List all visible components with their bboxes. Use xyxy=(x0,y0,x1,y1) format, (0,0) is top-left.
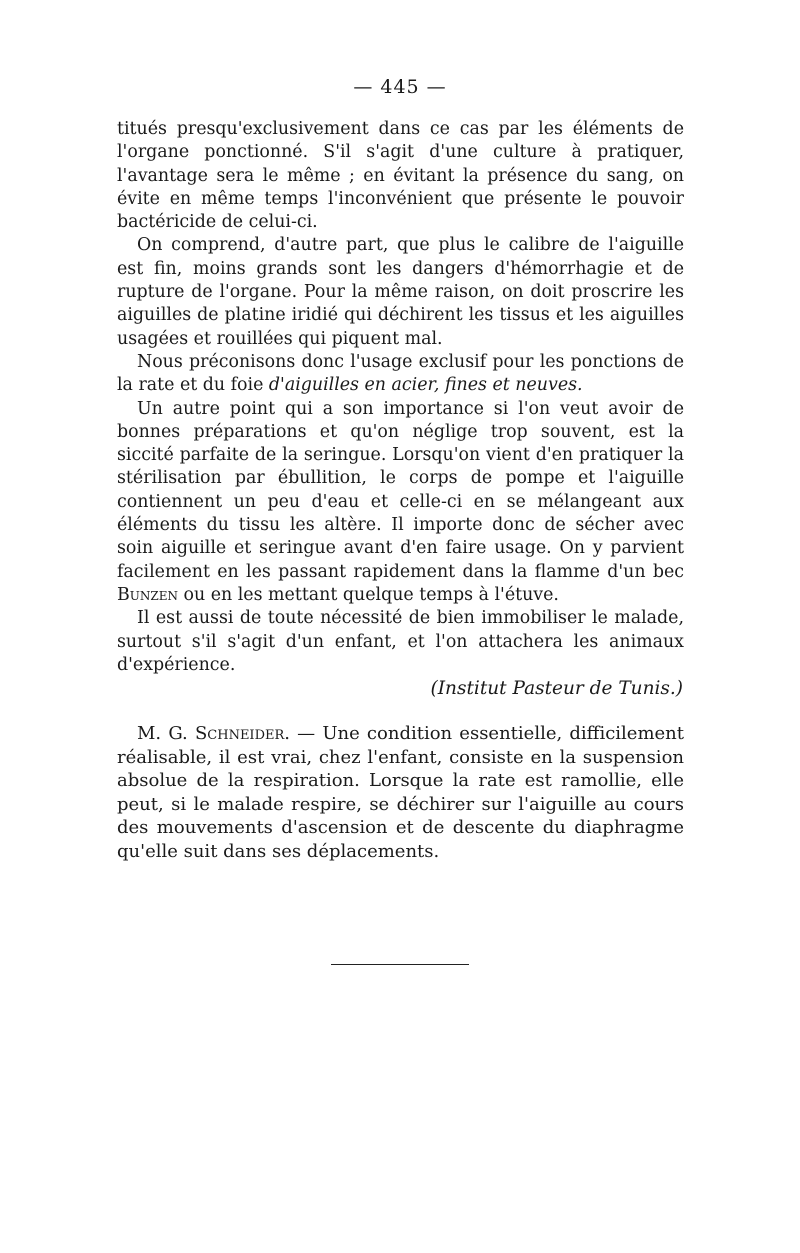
speaker-prefix: M. G. xyxy=(137,723,195,744)
speaker-name: Schneider xyxy=(194,723,285,744)
main-text-block xyxy=(117,118,684,677)
paragraph-needle-caliber: On comprend, d'autre part, que plus le calibre de l'aiguille est fin, moins grands sont les dangers d'hémorrhagie et de rupture de l'organe. Pour la même raison, on doit proscrire les aiguilles de platine iridié qui déchirent les tissus et les aiguilles usagées et rouillées qui piquent mal. xyxy=(117,235,684,349)
speaker-suffix: . — xyxy=(284,723,323,744)
paragraph-schneider xyxy=(117,722,684,863)
paragraph-continuation: titués presqu'exclusivement dans ce cas par les éléments de l'organe ponctionné. S'il s'agit d'une culture à pratiquer, l'avantage sera le même ; en évitant la présence du sang, on évite en même temps l'inconvénient que présente le pouvoir bactéricide de celui-ci. xyxy=(117,119,684,233)
schneider-remark-block xyxy=(117,722,684,863)
recommendation-emphasis: d'aiguilles en acier, fines et neuves. xyxy=(268,375,583,396)
bunzen-name: Bunzen xyxy=(117,584,178,605)
paragraph-syringe-dryness xyxy=(117,398,684,608)
syringe-text-start: Un autre point qui a son importance si l'on veut avoir de bonnes préparations et qu'on néglige trop souvent, est la siccité parfaite de la seringue. Lorsqu'on vient d'en pratiquer la stérilisation par ébullition, le corps de pompe et l'aiguille contiennent un peu d'eau et celle-ci en se mélangeant aux éléments du tissu les altère. Il importe donc de sécher avec soin aiguille et seringue avant d'en faire usage. On y parvient facilement en les passant rapidement dans la flamme d'un bec xyxy=(117,398,684,582)
paragraph-recommendation xyxy=(117,351,684,398)
paragraph-immobilize: Il est aussi de toute nécessité de bien immobiliser le malade, surtout s'il s'agit d'un enfant, et l'on attachera les animaux d'expérience. xyxy=(117,608,684,675)
section-end-rule xyxy=(331,964,469,965)
institution-signature: (Institut Pasteur de Tunis.) xyxy=(430,678,683,699)
schneider-text: Une condition essentielle, difficilement réalisable, il est vrai, chez l'enfant, consiste en la suspension absolue de la respiration. Lorsque la rate est ramollie, elle peut, si le malade respire, se déchirer sur l'aiguille au cours des mouvements d'ascension et de descente du diaphragme qu'elle suit dans ses déplacements. xyxy=(117,723,684,862)
recommendation-text: Nous préconisons donc l'usage exclusif pour les ponctions de la rate et du foie xyxy=(117,351,684,396)
page-number: — 445 — xyxy=(353,76,447,98)
syringe-text-end: ou en les mettant quelque temps à l'étuve. xyxy=(178,584,559,605)
